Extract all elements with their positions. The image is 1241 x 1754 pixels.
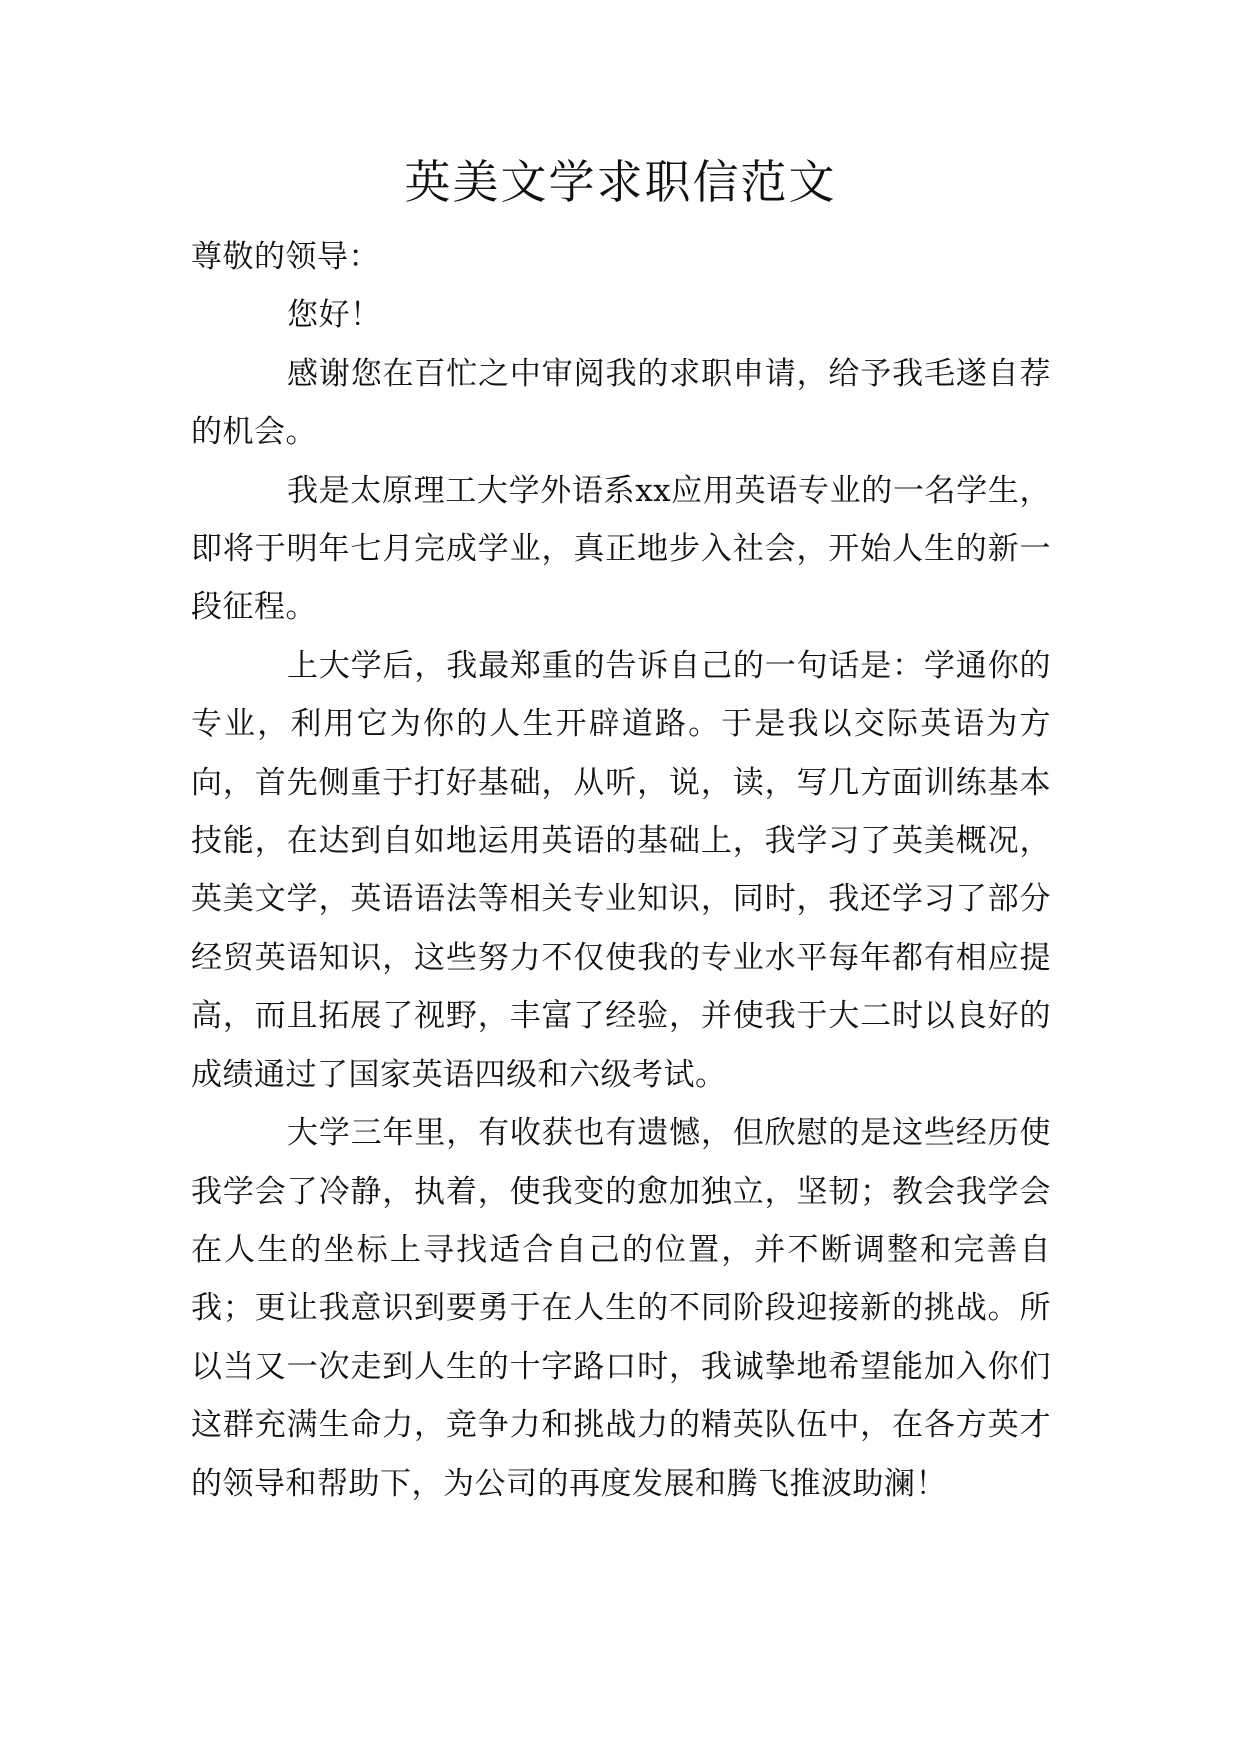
paragraph-thanks: 感谢您在百忙之中审阅我的求职申请，给予我毛遂自荐的机会。 [191,355,1051,451]
greeting: 您好！ [287,297,382,334]
paragraph-introduction: 我是太原理工大学外语系xx应用英语专业的一名学生，即将于明年七月完成学业，真正地步入社会，开始人生的新一段征程。 [191,472,1051,626]
document-title: 英美文学求职信范文 [404,155,837,209]
paragraph-closing: 大学三年里，有收获也有遗憾，但欣慰的是这些经历使我学会了冷静，执着，使我变的愈加独立，坚韧；教会我学会在人生的坐标上寻找适合自己的位置，并不断调整和完善自我；更让我意识到要勇于在人生的不同阶段迎接新的挑战。所以当又一次走到人生的十字路口时，我诚挚地希望能加入你们这群充满生命力，竞争力和挑战力的精英队伍中，在各方英才的领导和帮助下，为公司的再度发展和腾飞推波助澜！ [191,1115,1051,1502]
paragraph-study: 上大学后，我最郑重的告诉自己的一句话是：学通你的专业，利用它为你的人生开辟道路。于是我以交际英语为方向，首先侧重于打好基础，从听，说，读，写几方面训练基本技能，在达到自如地运用英语的基础上，我学习了英美概况，英美文学，英语语法等相关专业知识，同时，我还学习了部分经贸英语知识，这些努力不仅使我的专业水平每年都有相应提高，而且拓展了视野，丰富了经验，并使我于大二时以良好的成绩通过了国家英语四级和六级考试。 [191,647,1051,1093]
letter-body [191,228,1051,1513]
salutation: 尊敬的领导： [191,239,380,275]
